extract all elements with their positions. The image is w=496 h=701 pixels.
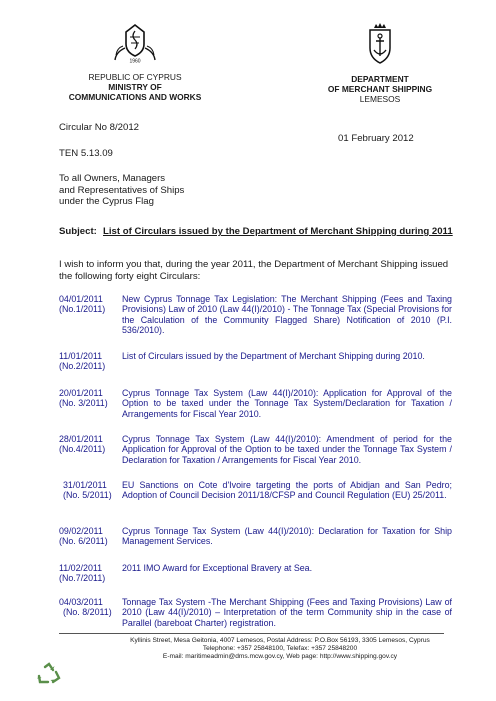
addressee-line-1: To all Owners, Managers	[59, 173, 166, 184]
circular-item	[59, 526, 452, 547]
circular-date: 04/01/2011	[59, 294, 103, 304]
ten-reference: TEN 5.13.09	[59, 148, 113, 159]
intro-paragraph: I wish to inform you that, during the year 2011, the Department of Merchant Shipping issued the following forty eight Circulars:	[59, 259, 449, 282]
circular-number-ref: (No. 8/2011)	[63, 607, 112, 618]
circular-number-ref: (No. 6/2011)	[59, 536, 108, 547]
footer-phone: Telephone: +357 25848100, Telefax: +357 25848200	[202, 645, 358, 652]
header-left-line-1: REPUBLIC OF CYPRUS	[88, 72, 182, 82]
department-header	[300, 22, 460, 104]
circular-description: Cyprus Tonnage Tax System (Law 44(I)/2010): Amendment of period for the Application for Approval of the Option to be taxed under the Tonnage Tax System / Declaration for Taxation / Arrangements for Fiscal Year 2010.	[122, 434, 452, 465]
circular-number-ref: (No. 5/2011)	[63, 490, 112, 501]
footer-divider	[59, 633, 444, 634]
circular-number-ref: (No.4/2011)	[59, 444, 106, 455]
circular-description: List of Circulars issued by the Department of Merchant Shipping during 2010.	[122, 351, 425, 361]
circular-date: 11/01/2011	[59, 351, 103, 361]
circular-description: Cyprus Tonnage Tax System (Law 44(I)/2010): Declaration for Taxation for Ship Management Services.	[122, 526, 452, 547]
circular-description: Tonnage Tax System -The Merchant Shipping (Fees and Taxing Provisions) Law of 2010 (Law 44(I)/2010) – Interpretation of the term Community ship in the case of Parallel (bareboat Charter) registration.	[122, 597, 452, 628]
letter-date: 01 February 2012	[338, 133, 414, 144]
header-right-line-3: LEMESOS	[359, 94, 401, 104]
circular-description: EU Sanctions on Cote d'Ivoire targeting the ports of Abidjan and San Pedro; Adoption of Council Decision 2011/18/CFSP and Council Regulation (EU) 25/2011.	[122, 480, 452, 501]
circular-date: 28/01/2011	[59, 434, 103, 444]
circular-number: Circular No 8/2012	[59, 122, 139, 133]
circular-date: 20/01/2011	[59, 388, 103, 398]
circular-date: 11/02/2011	[59, 563, 103, 573]
circular-description: Cyprus Tonnage Tax System (Law 44(I)/2010): Application for Approval of the Option to be taxed under the Tonnage Tax System/Declaration for Taxation / Arrangements for Fiscal Year 2010.	[122, 388, 452, 419]
header-right-line-1: DEPARTMENT	[351, 74, 409, 84]
circular-date: 09/02/2011	[59, 526, 103, 536]
ministry-header	[55, 22, 215, 102]
addressee-line-3: under the Cyprus Flag	[59, 196, 154, 207]
circular-item	[59, 434, 452, 465]
circular-description: 2011 IMO Award for Exceptional Bravery at Sea.	[122, 563, 313, 573]
circular-item	[59, 563, 452, 584]
circular-item	[59, 388, 452, 419]
addressee	[59, 173, 184, 208]
svg-text:1960: 1960	[129, 58, 141, 64]
circular-item	[59, 351, 452, 372]
subject-label: Subject:	[59, 226, 97, 237]
header-left-line-3: COMMUNICATIONS AND WORKS	[68, 92, 202, 102]
circular-date: 04/03/2011	[59, 597, 103, 607]
circular-number-ref: (No.7/2011)	[59, 573, 106, 584]
recycle-icon	[36, 662, 62, 686]
circular-date: 31/01/2011	[63, 480, 107, 490]
header-left-line-2: MINISTRY OF	[108, 82, 162, 92]
circular-item	[59, 480, 452, 501]
footer-address: Kyllinis Street, Mesa Geitonia, 4007 Lemesos, Postal Address: P.O.Box 56193, 3305 Lemesos, Cyprus	[130, 637, 430, 644]
circular-item	[59, 294, 452, 336]
header-right-line-2: OF MERCHANT SHIPPING	[327, 84, 433, 94]
merchant-shipping-anchor-crest-icon	[364, 22, 396, 66]
addressee-line-2: and Representatives of Ships	[59, 184, 185, 196]
subject-text: List of Circulars issued by the Department of Merchant Shipping during 2011	[103, 226, 453, 237]
circular-description: New Cyprus Tonnage Tax Legislation: The Merchant Shipping (Fees and Taxing Provisions) Law of 2010 (Law 44(I)/2010) - The Tonnage Tax (Special Provisions for the Calculation of the Community Flagged Share) Notification of 2010 (P.I. 536/2010).	[122, 294, 452, 336]
footer-contact: E-mail: maritimeadmin@dms.mcw.gov.cy, Web page: http://www.shipping.gov.cy	[162, 653, 398, 660]
circular-number-ref: (No. 3/2011)	[59, 398, 108, 409]
circular-item	[59, 597, 452, 628]
subject-line	[59, 226, 454, 238]
circular-number-ref: (No.1/2011)	[59, 304, 106, 315]
cyprus-coat-of-arms-icon	[112, 22, 158, 64]
circular-number-ref: (No.2/2011)	[59, 361, 106, 372]
